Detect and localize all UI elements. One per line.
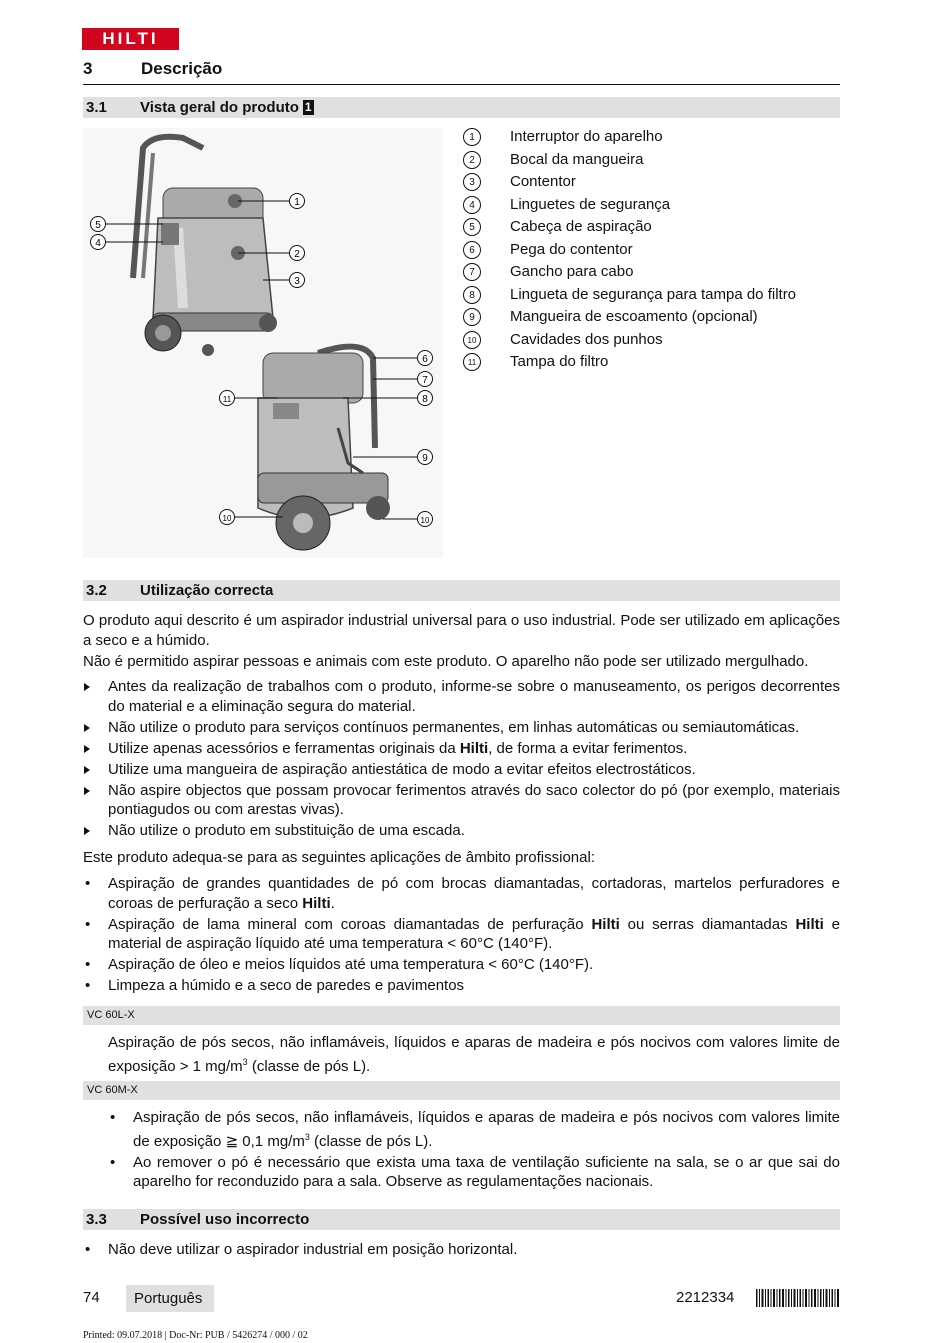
instruction-list — [83, 677, 840, 842]
application-text: Limpeza a húmido e a seco de paredes e pavimentos — [108, 977, 465, 994]
legend-number: 3 — [463, 173, 481, 191]
model-item — [108, 1153, 840, 1192]
triangle-bullet-icon — [84, 745, 90, 753]
bullet-icon: • — [110, 1109, 116, 1126]
application-item — [83, 955, 840, 975]
instruction-text: , de forma a evitar ferimentos. — [488, 739, 688, 757]
legend-label: Tampa do filtro — [510, 353, 609, 370]
callout-3-icon — [290, 273, 305, 288]
section-heading-3-2 — [83, 580, 840, 601]
bullet-icon: • — [85, 915, 91, 933]
application-text: Aspiração de óleo e meios líquidos até uma temperatura < 60°C (140°F). — [108, 956, 594, 973]
triangle-bullet-icon — [84, 766, 90, 774]
legend-label: Mangueira de escoamento (opcional) — [510, 308, 758, 325]
model-text: Aspiração de pós secos, não inflamáveis, líquidos e aparas de madeira e pós nocivos com valores limite de exposição > 1 mg/m — [108, 1034, 840, 1075]
legend-label: Interruptor do aparelho — [510, 128, 663, 145]
logo-text: HILTI — [102, 29, 159, 48]
callout-7-icon — [418, 372, 433, 387]
applications-list — [83, 874, 840, 997]
legend-label: Gancho para cabo — [510, 263, 634, 280]
legend-item — [463, 195, 843, 218]
legend-number: 11 — [463, 353, 481, 371]
application-text: . — [330, 894, 335, 912]
legend-number: 1 — [463, 128, 481, 146]
legend-label: Contentor — [510, 173, 576, 190]
brand-name: Hilti — [591, 915, 620, 933]
legend-item — [463, 217, 843, 240]
instruction-item — [83, 781, 840, 820]
product-figure — [83, 128, 443, 558]
application-item — [83, 976, 840, 996]
bullet-icon: • — [85, 977, 91, 994]
section-heading-3-3 — [83, 1209, 840, 1230]
legend-number: 8 — [463, 286, 481, 304]
legend-item — [463, 150, 843, 173]
legend-number: 6 — [463, 241, 481, 259]
superscript: 3 — [304, 1131, 310, 1142]
legend-item — [463, 262, 843, 285]
misuse-list — [83, 1240, 840, 1261]
triangle-bullet-icon — [84, 683, 90, 691]
section-heading-3-1 — [83, 97, 840, 118]
brand-name: Hilti — [795, 915, 824, 933]
legend-label: Bocal da mangueira — [510, 150, 644, 168]
application-text: Aspiração de grandes quantidades de pó com brocas diamantadas, cortadoras, martelos perfuradores e coroas de perfuração a seco — [108, 875, 840, 912]
model-bar-60l — [83, 1006, 840, 1025]
svg-text:7: 7 — [422, 375, 428, 386]
legend-item — [463, 307, 843, 330]
legend-number: 5 — [463, 218, 481, 236]
application-text: e material de aspiração líquido até uma temperatura < 60°C (140°F). — [108, 915, 841, 952]
model-label: VC 60M-X — [87, 1084, 138, 1096]
bullet-icon: • — [85, 956, 91, 973]
section-title-text: Vista geral do produto — [140, 99, 299, 116]
legend-label: Linguetes de segurança — [510, 195, 671, 213]
svg-text:1: 1 — [294, 197, 300, 208]
legend-item — [463, 127, 843, 150]
svg-text:2: 2 — [294, 249, 300, 260]
legend-label: Lingueta de segurança para tampa do filtro — [510, 285, 797, 303]
legend-label: Cabeça de aspiração — [510, 218, 652, 235]
language-tab — [126, 1285, 214, 1312]
brand-name: Hilti — [302, 894, 331, 912]
misuse-text: Não deve utilizar o aspirador industrial em posição horizontal. — [108, 1241, 518, 1258]
legend-item — [463, 352, 843, 375]
instruction-text: Utilize apenas acessórios e ferramentas originais da — [108, 739, 460, 757]
chapter-number: 3 — [83, 59, 93, 78]
chapter-heading — [83, 59, 840, 85]
model-item — [108, 1108, 840, 1151]
vacuum-illustration — [83, 128, 443, 558]
bullet-icon: • — [85, 1241, 91, 1258]
callout-9-icon — [418, 450, 433, 465]
instruction-text: Não utilize o produto em substituição de uma escada. — [108, 822, 465, 839]
brand-name: Hilti — [459, 739, 489, 757]
triangle-bullet-icon — [84, 787, 90, 795]
model-60l-text — [108, 1033, 840, 1076]
callout-6-icon — [418, 351, 433, 366]
svg-text:10: 10 — [222, 514, 232, 523]
svg-text:11: 11 — [222, 395, 232, 404]
legend-number: 7 — [463, 263, 481, 281]
document-code: 2212334 — [676, 1289, 735, 1306]
language-label: Português — [134, 1290, 203, 1307]
instruction-item — [83, 821, 840, 841]
legend-item — [463, 330, 843, 353]
figure-legend — [463, 127, 843, 375]
model-text: Ao remover o pó é necessário que exista uma taxa de ventilação suficiente na sala, se o ar que sai do aparelho for reconduzido para a sala. Observe as regulamentações nacionais. — [133, 1153, 840, 1190]
legend-item — [463, 240, 843, 263]
instruction-text: Não utilize o produto para serviços contínuos permanentes, em linhas automáticas ou semiautomáticas. — [108, 718, 800, 736]
legend-number: 9 — [463, 308, 481, 326]
instruction-item — [83, 677, 840, 716]
section-title: Possível uso incorrecto — [140, 1211, 310, 1228]
figure-badge: 1 — [304, 100, 312, 114]
svg-text:5: 5 — [95, 220, 101, 231]
callout-10b-icon — [220, 510, 235, 525]
intro-paragraph: O produto aqui descrito é um aspirador industrial universal para o uso industrial. Pode ser utilizado em aplicações a seco e a húmido. — [83, 612, 840, 649]
callout-8-icon — [418, 391, 433, 406]
svg-text:4: 4 — [95, 238, 101, 249]
model-label: VC 60L-X — [87, 1009, 135, 1021]
model-text: (classe de pós L). — [247, 1057, 371, 1075]
model-text: (classe de pós L). — [309, 1132, 433, 1150]
legend-number: 10 — [463, 331, 481, 349]
prohibition-paragraph: Não é permitido aspirar pessoas e animais com este produto. O aparelho não pode ser utilizado mergulhado. — [83, 653, 809, 670]
print-info: Printed: 09.07.2018 | Doc-Nr: PUB / 5426274 / 000 / 02 — [83, 1330, 308, 1341]
legend-label: Pega do contentor — [510, 240, 633, 258]
callout-4-icon — [91, 235, 106, 250]
callout-1-icon — [290, 194, 305, 209]
legend-label: Cavidades dos punhos — [510, 330, 663, 348]
section-number: 3.3 — [86, 1211, 107, 1228]
callout-11-icon — [220, 391, 235, 406]
model-bar-60m — [83, 1081, 840, 1100]
application-item — [83, 874, 840, 913]
section-number: 3.1 — [86, 99, 107, 116]
page-number: 74 — [83, 1289, 100, 1306]
bullet-icon: • — [85, 875, 91, 892]
bullet-icon: • — [110, 1153, 116, 1171]
application-text: ou serras diamantadas — [619, 915, 796, 933]
legend-number: 2 — [463, 151, 481, 169]
legend-item — [463, 172, 843, 195]
model-60m-list — [108, 1108, 840, 1193]
hilti-logo — [82, 28, 179, 50]
model-text: Aspiração de pós secos, não inflamáveis, líquidos e aparas de madeira e pós nocivos com valores limite de exposição ≧ 0,1 mg/m — [133, 1109, 840, 1150]
instruction-text: Não aspire objectos que possam provocar ferimentos através do saco colector do pó (por exemplo, materiais pontiagudos ou com arestas vivas). — [108, 781, 840, 818]
application-text: Aspiração de lama mineral com coroas diamantadas de perfuração — [108, 915, 592, 933]
callout-5-icon — [91, 217, 106, 232]
svg-text:3: 3 — [294, 276, 300, 287]
instruction-item — [83, 718, 840, 738]
instruction-item — [83, 760, 840, 780]
svg-text:9: 9 — [422, 453, 428, 464]
chapter-title: Descrição — [141, 59, 223, 78]
instruction-text: Utilize uma mangueira de aspiração antiestática de modo a evitar efeitos electrostáticos. — [108, 760, 696, 778]
svg-text:10: 10 — [420, 516, 430, 525]
section-title: Utilização correcta — [140, 582, 274, 599]
instruction-item — [83, 739, 840, 759]
triangle-bullet-icon — [84, 724, 90, 732]
superscript: 3 — [242, 1056, 248, 1067]
svg-text:6: 6 — [422, 354, 428, 365]
section-number: 3.2 — [86, 582, 107, 599]
callout-10-icon — [418, 512, 433, 527]
callout-2-icon — [290, 246, 305, 261]
applications-intro: Este produto adequa-se para as seguintes aplicações de âmbito profissional: — [83, 849, 595, 866]
instruction-text: Antes da realização de trabalhos com o produto, informe-se sobre o manuseamento, os perigos decorrentes do material e a eliminação segura do material. — [108, 678, 840, 715]
misuse-item — [83, 1240, 840, 1260]
svg-text:8: 8 — [422, 394, 428, 405]
section-title — [140, 99, 314, 116]
application-item — [83, 915, 840, 954]
triangle-bullet-icon — [84, 827, 90, 835]
barcode-icon — [756, 1289, 840, 1307]
legend-item — [463, 285, 843, 308]
legend-number: 4 — [463, 196, 481, 214]
